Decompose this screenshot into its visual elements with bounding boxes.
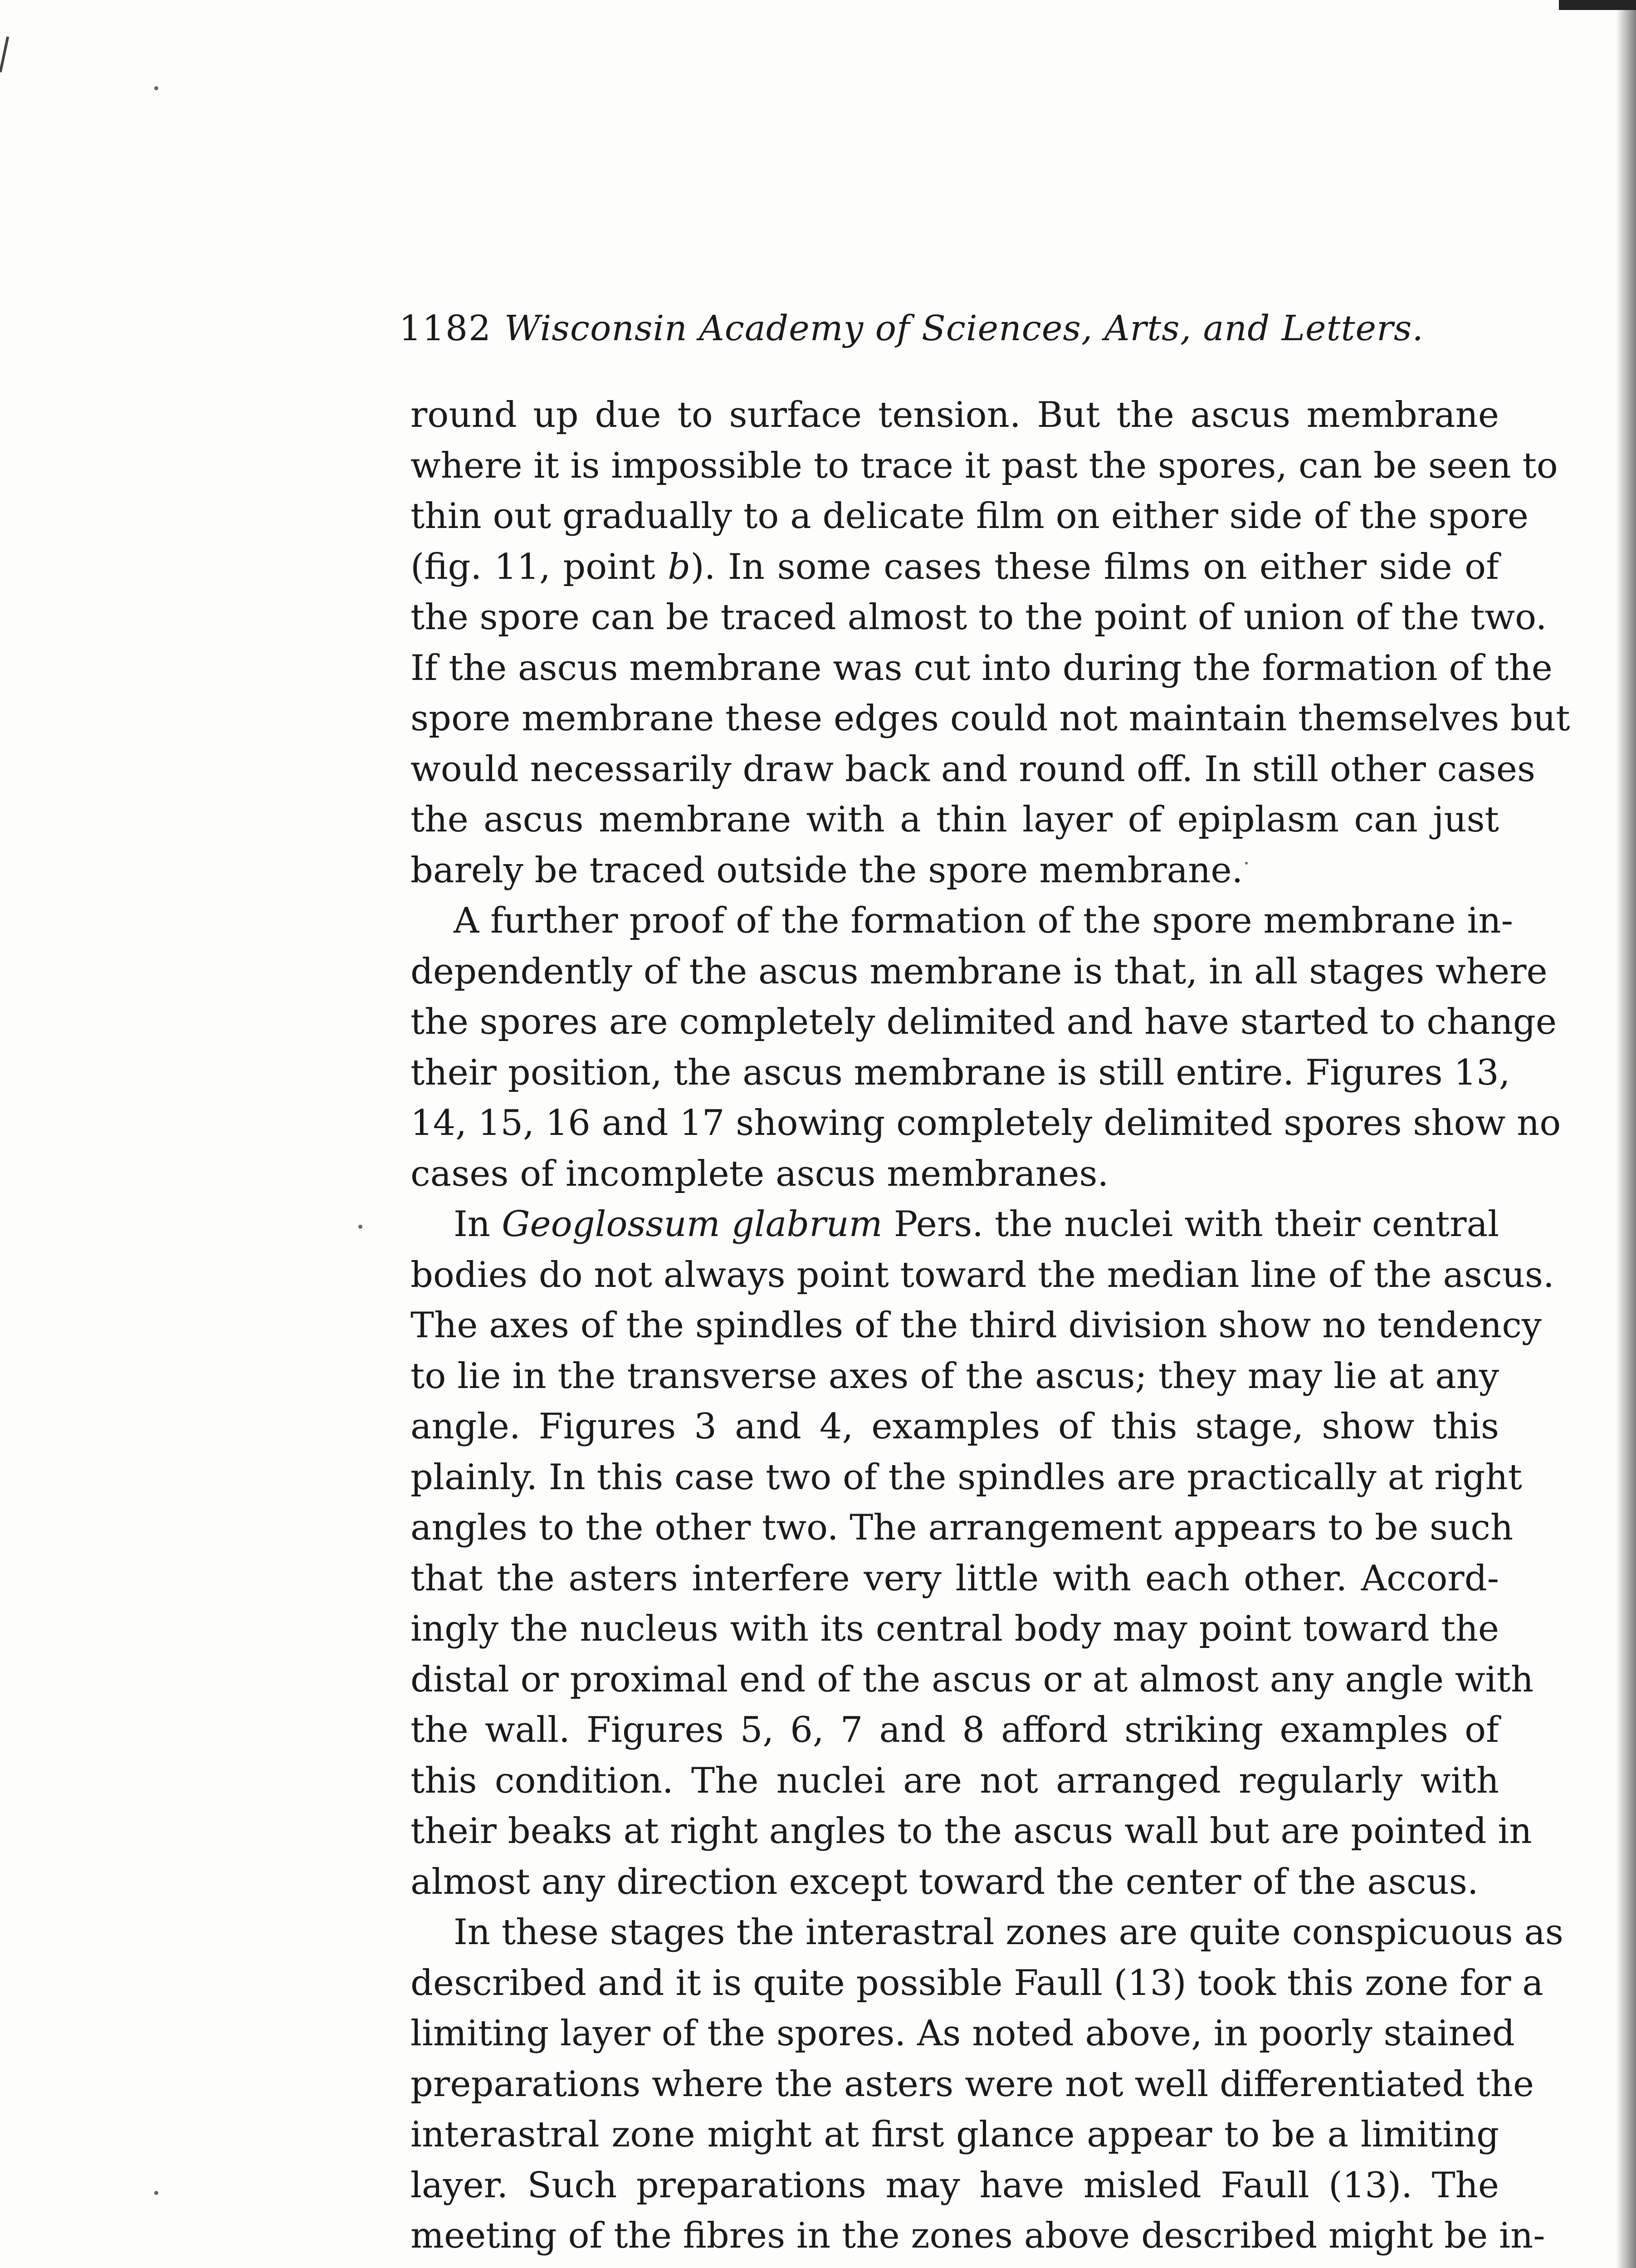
scan-speck — [154, 86, 158, 90]
text-line: The axes of the spindles of the third division show no tendency — [410, 1305, 1542, 1346]
text-line: angles to the other two. The arrangement appears to be such — [410, 1507, 1514, 1548]
scan-speck — [358, 1225, 362, 1229]
text-fragment: ). In some cases these films on either side of — [690, 546, 1499, 587]
text-line: that the asters interfere very little with each other. Accord- — [410, 1558, 1499, 1599]
text-line: interastral zone might at first glance appear to be a limiting — [410, 2114, 1499, 2155]
paragraph-2 — [410, 896, 1561, 1199]
text-fragment: Pers. the nuclei with their central — [882, 1204, 1499, 1245]
text-line: meeting of the fibres in the zones above described might be in- — [410, 2215, 1545, 2256]
text-line: round up due to surface tension. But the ascus membrane — [410, 395, 1499, 435]
text-line: almost any direction except toward the center of the ascus. — [410, 1861, 1479, 1902]
text-line: described and it is quite possible Faull (13) took this zone for a — [410, 1962, 1543, 2004]
body-text — [410, 390, 1570, 2262]
text-line: plainly. In this case two of the spindles are practically at right — [410, 1457, 1522, 1498]
scan-edge-mark-left — [0, 36, 9, 72]
scan-edge-shadow-right — [1616, 0, 1636, 2268]
text-fragment: In — [454, 1204, 502, 1245]
text-line: dependently of the ascus membrane is that, in all stages where — [410, 951, 1548, 992]
text-line: cases of incomplete ascus membranes. — [410, 1153, 1109, 1194]
text-line: spore membrane these edges could not maintain themselves but — [410, 698, 1570, 739]
running-header — [399, 297, 1424, 361]
scan-speck — [154, 2191, 158, 2195]
text-line: the wall. Figures 5, 6, 7 and 8 afford striking examples of — [410, 1710, 1499, 1750]
text-line: the spore can be traced almost to the point of union of the two. — [410, 597, 1547, 638]
text-line: angle. Figures 3 and 4, examples of this stage, show this — [410, 1406, 1499, 1447]
text-line: A further proof of the formation of the spore membrane in- — [454, 900, 1514, 941]
text-line: preparations where the asters were not well differentiated the — [410, 2063, 1534, 2105]
text-line: If the ascus membrane was cut into during the formation of the — [410, 647, 1553, 689]
text-line-species — [410, 1199, 1499, 1250]
text-line: this condition. The nuclei are not arranged regularly with — [410, 1760, 1499, 1801]
species-name: Geoglossum glabrum — [502, 1204, 883, 1245]
text-line: ingly the nucleus with its central body may point toward the — [410, 1608, 1499, 1649]
text-line: bodies do not always point toward the median line of the ascus. — [410, 1254, 1554, 1295]
text-line: thin out gradually to a delicate film on either side of the spore — [410, 496, 1529, 537]
page-number: 1182 — [399, 308, 492, 349]
text-line: the spores are completely delimited and have started to change — [410, 1002, 1557, 1042]
text-line: layer. Such preparations may have misled Faull (13). The — [410, 2165, 1499, 2206]
text-line: 14, 15, 16 and 17 showing completely delimited spores show no — [410, 1103, 1561, 1144]
paragraph-3 — [410, 1199, 1554, 1907]
text-line: In these stages the interastral zones are quite conspicuous as — [454, 1912, 1563, 1953]
text-line: the ascus membrane with a thin layer of epiplasm can just — [410, 799, 1499, 840]
point-label-italic: b — [668, 546, 691, 587]
text-fragment: (fig. 11, point — [410, 546, 668, 587]
text-line-fig-reference — [410, 542, 1499, 593]
scan-edge-mark-top-right — [1559, 0, 1636, 10]
text-line: barely be traced outside the spore membrane. — [410, 850, 1243, 891]
running-title: Wisconsin Academy of Sciences, Arts, and Letters. — [504, 308, 1424, 349]
text-line: would necessarily draw back and round off. In still other cases — [410, 748, 1536, 790]
text-line: their position, the ascus membrane is still entire. Figures 13, — [410, 1052, 1510, 1093]
text-line: limiting layer of the spores. As noted above, in poorly stained — [410, 2013, 1515, 2054]
paragraph-1 — [410, 390, 1570, 896]
paragraph-4 — [410, 1907, 1563, 2262]
text-line: where it is impossible to trace it past the spores, can be seen to — [410, 445, 1558, 486]
text-line: distal or proximal end of the ascus or at almost any angle with — [410, 1659, 1534, 1700]
text-line: to lie in the transverse axes of the ascus; they may lie at any — [410, 1355, 1499, 1397]
text-line: their beaks at right angles to the ascus wall but are pointed in — [410, 1811, 1532, 1852]
